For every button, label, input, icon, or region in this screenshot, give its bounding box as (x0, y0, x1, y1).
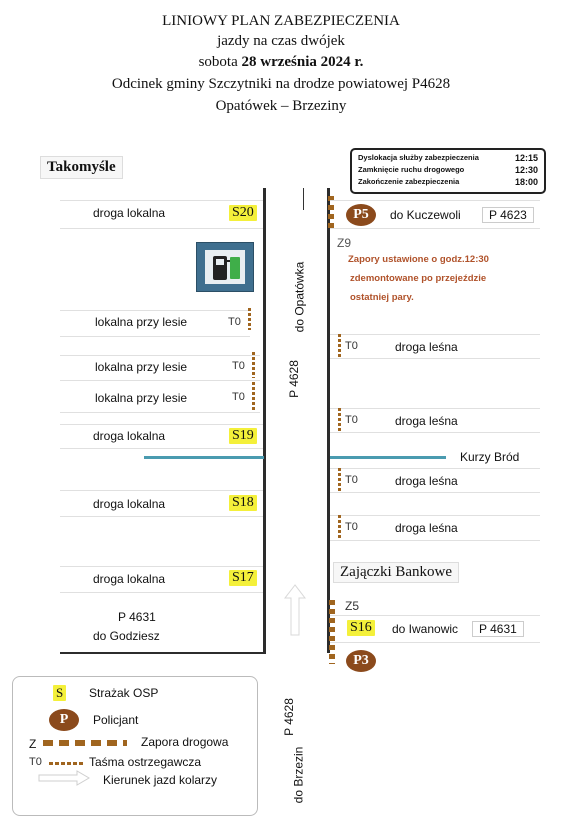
main-road-left-edge (263, 188, 266, 653)
tape-label: T0 (345, 521, 358, 533)
road-label-to-opatowek: do Opatówka (292, 261, 307, 333)
plan-title: LINIOWY PLAN ZABEZPIECZENIA (162, 13, 400, 29)
osp-badge-s17: S17 (229, 570, 257, 586)
road-line (330, 642, 540, 643)
road-line (330, 615, 540, 616)
forest-road-label: droga leśna (395, 521, 458, 535)
tape-label: T0 (232, 391, 245, 403)
road-line (60, 424, 263, 425)
p5-road: P 4623 (482, 207, 534, 223)
plan-date-line: sobota 28 września 2024 r. (198, 54, 364, 70)
road-line (330, 432, 540, 433)
legend-osp-label: Strażak OSP (89, 686, 159, 700)
left-road-label: droga lokalna (93, 429, 166, 443)
osp-badge-s20: S20 (229, 205, 257, 221)
road-line (60, 355, 260, 356)
warning-tape (338, 408, 341, 432)
warning-tape (252, 352, 255, 378)
legend-tape-sample (49, 762, 83, 765)
z9-label: Z9 (337, 236, 352, 250)
legend-barrier-label: Zapora drogowa (141, 735, 229, 749)
bottom-left-road: P 4631 (118, 610, 156, 624)
road-p4631-edge (60, 652, 266, 654)
legend (12, 676, 258, 816)
road-line (330, 468, 540, 469)
gas-station-icon (196, 242, 254, 292)
left-road-label: lokalna przy lesie (95, 360, 188, 374)
left-road-label: droga lokalna (93, 206, 166, 220)
timing-row: Zakończenie zabezpieczenia 18:00 (358, 177, 538, 187)
forest-road-label: droga leśna (395, 414, 458, 428)
tape-label: T0 (345, 340, 358, 352)
river-right (330, 456, 446, 459)
barrier (329, 600, 335, 664)
tape-label: T0 (228, 316, 241, 328)
forest-road-label: droga leśna (395, 474, 458, 488)
road-line (330, 200, 540, 201)
tape-label: T0 (345, 414, 358, 426)
road-line (60, 592, 263, 593)
road-line (60, 228, 263, 229)
village-label: Zajączki Bankowe (333, 562, 459, 583)
warning-tape (338, 468, 341, 492)
barrier-note (348, 250, 489, 307)
road-line (330, 358, 540, 359)
forest-road-label: droga leśna (395, 340, 458, 354)
timing-row: Dyslokacja służby zabezpieczenia 12:15 (358, 153, 538, 163)
road-line (330, 540, 540, 541)
police-badge-p3: P3 (346, 650, 376, 672)
road-line (330, 408, 540, 409)
legend-police-badge: P (49, 709, 79, 731)
legend-tape-badge: T0 (29, 756, 42, 768)
s16-road: P 4631 (472, 621, 524, 637)
road-line (60, 336, 250, 337)
road-line (60, 566, 263, 567)
road-line (330, 492, 540, 493)
note-line: ostatniej pary. (350, 292, 414, 303)
road-line (60, 380, 260, 381)
road-line (330, 228, 540, 229)
bottom-left-direction: do Godziesz (93, 629, 160, 643)
road-label-to-brzeziny: do Brzezin (291, 746, 306, 804)
road-line (60, 516, 263, 517)
z5-label: Z5 (345, 599, 360, 613)
barrier (328, 196, 334, 232)
river-left (144, 456, 264, 459)
osp-badge-s19: S19 (229, 428, 257, 444)
warning-tape (338, 515, 341, 540)
road-label-p4628-bottom: P 4628 (281, 698, 296, 736)
plan-date: 28 września 2024 r. (241, 54, 364, 70)
police-badge-p5: P5 (346, 204, 376, 226)
legend-barrier-sample (43, 740, 127, 746)
start-place: Takomyśle (40, 156, 123, 179)
timing-row: Zamknięcie ruchu drogowego 12:30 (358, 165, 538, 175)
road-line (60, 490, 263, 491)
left-road-label: droga lokalna (93, 572, 166, 586)
road-line (330, 334, 540, 335)
warning-tape (252, 382, 255, 410)
left-road-label: droga lokalna (93, 497, 166, 511)
cyclist-direction-arrow (270, 580, 320, 640)
plan-route: Opatówek – Brzeziny (215, 98, 347, 114)
left-road-label: lokalna przy lesie (95, 315, 188, 329)
road-line (60, 310, 250, 311)
plan-section: Odcinek gminy Szczytniki na drodze powiatowej P4628 (111, 76, 451, 92)
center-line (303, 188, 304, 210)
timing-box (350, 148, 546, 194)
s16-direction: do Iwanowic (392, 622, 459, 636)
plan-subtitle: jazdy na czas dwójek (217, 33, 345, 49)
road-label-p4628: P 4628 (286, 360, 301, 398)
warning-tape (248, 308, 251, 330)
legend-osp-badge: S (53, 685, 66, 701)
road-line (60, 412, 260, 413)
tape-label: T0 (345, 474, 358, 486)
road-line (60, 200, 263, 201)
legend-barrier-badge: Z (29, 737, 37, 751)
main-road-right-edge (327, 188, 330, 653)
note-line: zdemontowane po przejeździe (350, 273, 487, 284)
road-line (330, 515, 540, 516)
note-line: Zapory ustawione o godz.12:30 (348, 254, 489, 265)
tape-label: T0 (232, 360, 245, 372)
legend-tape-label: Taśma ostrzegawcza (89, 755, 202, 769)
legend-arrow-icon (37, 769, 93, 787)
legend-arrow-label: Kierunek jazd kolarzy (103, 773, 218, 787)
left-road-label: lokalna przy lesie (95, 391, 188, 405)
warning-tape (338, 334, 341, 358)
road-line (60, 448, 263, 449)
river-label: Kurzy Bród (460, 450, 520, 464)
osp-badge-s16: S16 (347, 620, 375, 636)
p5-direction: do Kuczewoli (390, 208, 461, 222)
legend-police-label: Policjant (93, 713, 139, 727)
osp-badge-s18: S18 (229, 495, 257, 511)
